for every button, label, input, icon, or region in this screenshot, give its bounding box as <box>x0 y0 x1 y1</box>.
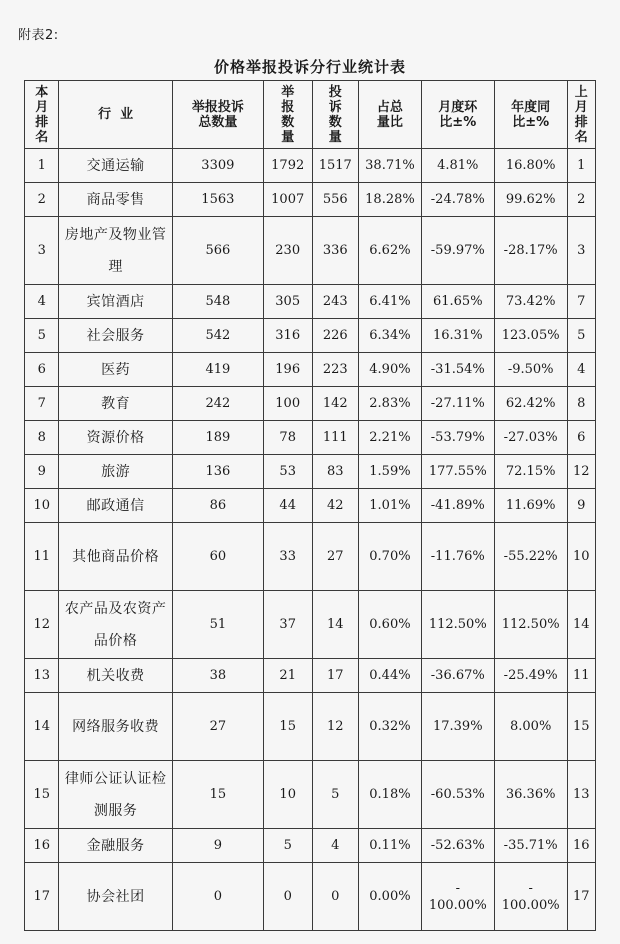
cell-previous-rank: 17 <box>567 863 595 931</box>
attachment-caption: 附表2: <box>18 28 59 43</box>
cell-industry: 社会服务 <box>59 319 172 353</box>
cell-rank: 10 <box>25 489 59 523</box>
table-row <box>25 149 596 183</box>
cell-year-over-year: -28.17% <box>494 217 567 285</box>
cell-industry: 交通运输 <box>59 149 172 183</box>
cell-complaints: 111 <box>312 421 359 455</box>
cell-previous-rank: 12 <box>567 455 595 489</box>
cell-reports: 0 <box>263 863 312 931</box>
cell-total: 242 <box>172 387 263 421</box>
cell-rank: 1 <box>25 149 59 183</box>
table-row <box>25 319 596 353</box>
cell-complaints: 42 <box>312 489 359 523</box>
cell-complaints: 226 <box>312 319 359 353</box>
cell-year-over-year: 36.36% <box>494 761 567 829</box>
cell-reports: 316 <box>263 319 312 353</box>
cell-industry: 协会社团 <box>59 863 172 931</box>
cell-complaints: 83 <box>312 455 359 489</box>
cell-complaints: 223 <box>312 353 359 387</box>
cell-complaints: 336 <box>312 217 359 285</box>
table-row <box>25 591 596 659</box>
table-row <box>25 421 596 455</box>
cell-month-over-month: -24.78% <box>421 183 494 217</box>
cell-complaints: 0 <box>312 863 359 931</box>
cell-share: 0.70% <box>359 523 422 591</box>
cell-reports: 196 <box>263 353 312 387</box>
cell-total: 1563 <box>172 183 263 217</box>
cell-reports: 37 <box>263 591 312 659</box>
table-row <box>25 455 596 489</box>
table-row <box>25 217 596 285</box>
cell-industry: 邮政通信 <box>59 489 172 523</box>
cell-share: 0.32% <box>359 693 422 761</box>
cell-previous-rank: 11 <box>567 659 595 693</box>
cell-total: 419 <box>172 353 263 387</box>
cell-rank: 15 <box>25 761 59 829</box>
header-industry: 行 业 <box>59 81 172 149</box>
cell-month-over-month: 16.31% <box>421 319 494 353</box>
cell-previous-rank: 9 <box>567 489 595 523</box>
cell-previous-rank: 15 <box>567 693 595 761</box>
cell-year-over-year: -27.03% <box>494 421 567 455</box>
cell-total: 3309 <box>172 149 263 183</box>
cell-rank: 16 <box>25 829 59 863</box>
table-row <box>25 489 596 523</box>
cell-year-over-year: -9.50% <box>494 353 567 387</box>
cell-month-over-month: 61.65% <box>421 285 494 319</box>
table-row <box>25 829 596 863</box>
cell-year-over-year: -35.71% <box>494 829 567 863</box>
header-total-count: 举报投诉总数量 <box>172 81 263 149</box>
table-row <box>25 183 596 217</box>
cell-previous-rank: 4 <box>567 353 595 387</box>
cell-year-over-year: 73.42% <box>494 285 567 319</box>
cell-industry: 网络服务收费 <box>59 693 172 761</box>
cell-complaints: 142 <box>312 387 359 421</box>
cell-previous-rank: 2 <box>567 183 595 217</box>
cell-year-over-year: 62.42% <box>494 387 567 421</box>
cell-industry: 其他商品价格 <box>59 523 172 591</box>
cell-share: 6.41% <box>359 285 422 319</box>
cell-total: 566 <box>172 217 263 285</box>
table-title: 价格举报投诉分行业统计表 <box>213 58 406 76</box>
cell-year-over-year: 99.62% <box>494 183 567 217</box>
cell-rank: 7 <box>25 387 59 421</box>
table-header-row <box>25 81 596 149</box>
cell-total: 86 <box>172 489 263 523</box>
cell-industry: 宾馆酒店 <box>59 285 172 319</box>
cell-rank: 5 <box>25 319 59 353</box>
cell-previous-rank: 5 <box>567 319 595 353</box>
cell-year-over-year: -25.49% <box>494 659 567 693</box>
cell-complaints: 27 <box>312 523 359 591</box>
table-row <box>25 387 596 421</box>
cell-rank: 13 <box>25 659 59 693</box>
cell-complaints: 243 <box>312 285 359 319</box>
cell-year-over-year: 123.05% <box>494 319 567 353</box>
cell-month-over-month: -59.97% <box>421 217 494 285</box>
cell-share: 6.62% <box>359 217 422 285</box>
table-row <box>25 693 596 761</box>
cell-share: 1.59% <box>359 455 422 489</box>
cell-industry: 教育 <box>59 387 172 421</box>
table-row <box>25 285 596 319</box>
cell-total: 60 <box>172 523 263 591</box>
cell-industry: 资源价格 <box>59 421 172 455</box>
cell-month-over-month: 4.81% <box>421 149 494 183</box>
cell-previous-rank: 7 <box>567 285 595 319</box>
cell-share: 1.01% <box>359 489 422 523</box>
cell-share: 4.90% <box>359 353 422 387</box>
cell-previous-rank: 13 <box>567 761 595 829</box>
cell-total: 542 <box>172 319 263 353</box>
cell-reports: 1792 <box>263 149 312 183</box>
cell-share: 2.21% <box>359 421 422 455</box>
cell-reports: 1007 <box>263 183 312 217</box>
cell-complaints: 4 <box>312 829 359 863</box>
cell-reports: 15 <box>263 693 312 761</box>
cell-total: 136 <box>172 455 263 489</box>
cell-total: 15 <box>172 761 263 829</box>
cell-reports: 78 <box>263 421 312 455</box>
cell-reports: 230 <box>263 217 312 285</box>
cell-share: 0.60% <box>359 591 422 659</box>
cell-month-over-month: 112.50% <box>421 591 494 659</box>
header-complaint-count: 投诉数量 <box>312 81 359 149</box>
cell-industry: 旅游 <box>59 455 172 489</box>
cell-rank: 9 <box>25 455 59 489</box>
cell-industry: 农产品及农资产品价格 <box>59 591 172 659</box>
header-current-rank: 本月排名 <box>25 81 59 149</box>
cell-share: 0.11% <box>359 829 422 863</box>
cell-rank: 17 <box>25 863 59 931</box>
cell-previous-rank: 1 <box>567 149 595 183</box>
cell-industry: 金融服务 <box>59 829 172 863</box>
cell-industry: 房地产及物业管理 <box>59 217 172 285</box>
table-row <box>25 523 596 591</box>
cell-share: 6.34% <box>359 319 422 353</box>
cell-month-over-month: -41.89% <box>421 489 494 523</box>
table-row <box>25 863 596 931</box>
table-row <box>25 659 596 693</box>
cell-reports: 5 <box>263 829 312 863</box>
cell-rank: 2 <box>25 183 59 217</box>
cell-reports: 10 <box>263 761 312 829</box>
header-report-count: 举报数量 <box>263 81 312 149</box>
cell-year-over-year: - 100.00% <box>494 863 567 931</box>
cell-total: 38 <box>172 659 263 693</box>
cell-total: 27 <box>172 693 263 761</box>
cell-complaints: 14 <box>312 591 359 659</box>
cell-industry: 机关收费 <box>59 659 172 693</box>
header-year-over-year: 年度同比±% <box>494 81 567 149</box>
table-row <box>25 761 596 829</box>
cell-rank: 14 <box>25 693 59 761</box>
cell-share: 0.18% <box>359 761 422 829</box>
cell-reports: 21 <box>263 659 312 693</box>
cell-rank: 3 <box>25 217 59 285</box>
header-month-over-month: 月度环比±% <box>421 81 494 149</box>
cell-year-over-year: 112.50% <box>494 591 567 659</box>
cell-month-over-month: -11.76% <box>421 523 494 591</box>
cell-month-over-month: - 100.00% <box>421 863 494 931</box>
cell-previous-rank: 8 <box>567 387 595 421</box>
cell-industry: 律师公证认证检测服务 <box>59 761 172 829</box>
table-row <box>25 353 596 387</box>
cell-share: 18.28% <box>359 183 422 217</box>
cell-total: 9 <box>172 829 263 863</box>
industry-statistics-table <box>24 80 596 931</box>
cell-total: 548 <box>172 285 263 319</box>
cell-share: 2.83% <box>359 387 422 421</box>
cell-complaints: 5 <box>312 761 359 829</box>
cell-year-over-year: 16.80% <box>494 149 567 183</box>
cell-year-over-year: -55.22% <box>494 523 567 591</box>
cell-total: 0 <box>172 863 263 931</box>
cell-previous-rank: 16 <box>567 829 595 863</box>
cell-rank: 4 <box>25 285 59 319</box>
cell-share: 0.44% <box>359 659 422 693</box>
cell-previous-rank: 10 <box>567 523 595 591</box>
cell-month-over-month: -27.11% <box>421 387 494 421</box>
cell-month-over-month: 177.55% <box>421 455 494 489</box>
cell-industry: 商品零售 <box>59 183 172 217</box>
cell-complaints: 17 <box>312 659 359 693</box>
cell-rank: 11 <box>25 523 59 591</box>
cell-reports: 33 <box>263 523 312 591</box>
cell-month-over-month: 17.39% <box>421 693 494 761</box>
cell-year-over-year: 11.69% <box>494 489 567 523</box>
cell-previous-rank: 6 <box>567 421 595 455</box>
cell-month-over-month: -52.63% <box>421 829 494 863</box>
cell-previous-rank: 3 <box>567 217 595 285</box>
cell-previous-rank: 14 <box>567 591 595 659</box>
cell-reports: 53 <box>263 455 312 489</box>
header-previous-rank: 上月排名 <box>567 81 595 149</box>
cell-industry: 医药 <box>59 353 172 387</box>
cell-complaints: 12 <box>312 693 359 761</box>
cell-year-over-year: 8.00% <box>494 693 567 761</box>
cell-rank: 12 <box>25 591 59 659</box>
cell-complaints: 1517 <box>312 149 359 183</box>
cell-share: 0.00% <box>359 863 422 931</box>
cell-reports: 44 <box>263 489 312 523</box>
cell-total: 189 <box>172 421 263 455</box>
header-share: 占总量比 <box>359 81 422 149</box>
cell-share: 38.71% <box>359 149 422 183</box>
cell-month-over-month: -36.67% <box>421 659 494 693</box>
cell-reports: 305 <box>263 285 312 319</box>
cell-rank: 6 <box>25 353 59 387</box>
cell-rank: 8 <box>25 421 59 455</box>
cell-total: 51 <box>172 591 263 659</box>
cell-reports: 100 <box>263 387 312 421</box>
cell-month-over-month: -53.79% <box>421 421 494 455</box>
cell-complaints: 556 <box>312 183 359 217</box>
cell-month-over-month: -31.54% <box>421 353 494 387</box>
cell-year-over-year: 72.15% <box>494 455 567 489</box>
cell-month-over-month: -60.53% <box>421 761 494 829</box>
